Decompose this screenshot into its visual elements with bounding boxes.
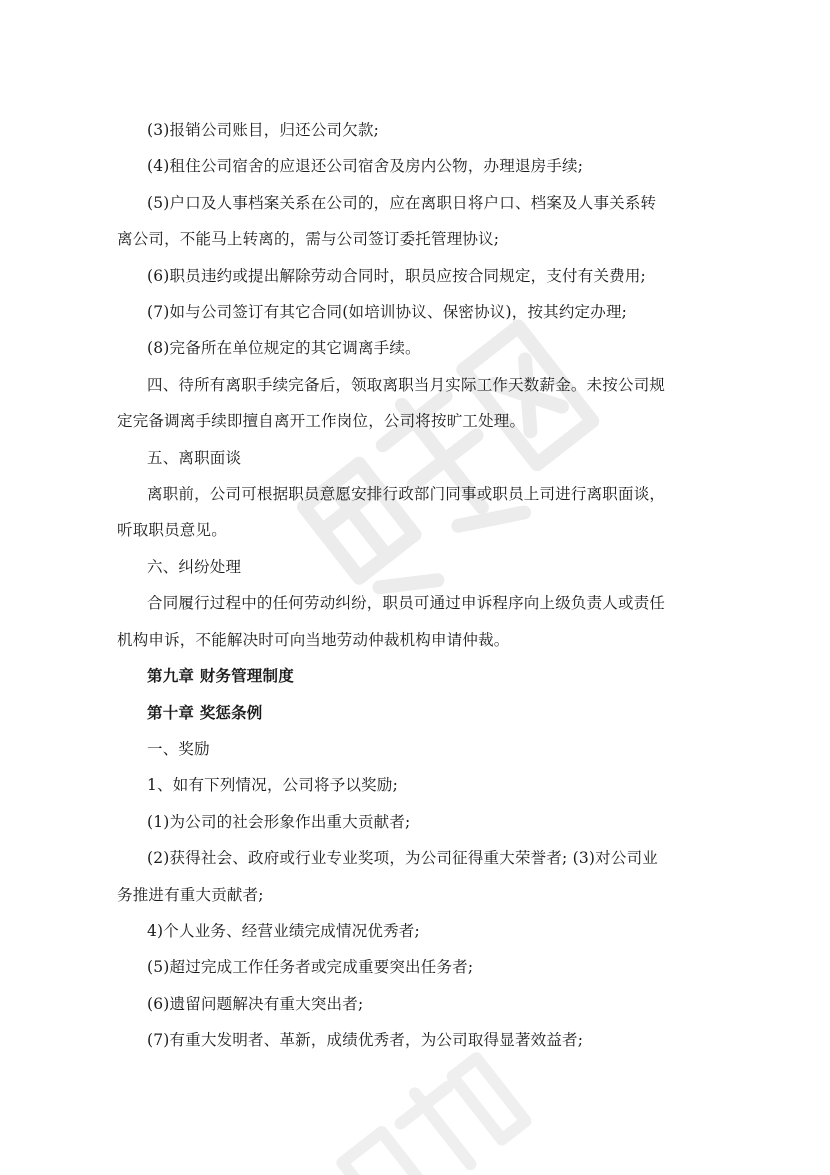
paragraph-line: (7)有重大发明者、革新，成绩优秀者，为公司取得显著效益者; xyxy=(147,1031,584,1050)
paragraph-line: (2)获得社会、政府或行业专业奖项，为公司征得重大荣誉者; (3)对公司业 xyxy=(147,849,658,868)
paragraph-line: (6)遗留问题解决有重大突出者; xyxy=(147,994,364,1013)
paragraph-line: 机构申诉，不能解决时可向当地劳动仲裁机构申请仲裁。 xyxy=(117,630,510,649)
paragraph-line: (4)租住公司宿舍的应退还公司宿舍及房内公物，办理退房手续; xyxy=(147,157,584,176)
paragraph-line: 合同履行过程中的任何劳动纠纷，职员可通过申诉程序向上级负责人或责任 xyxy=(147,594,666,613)
paragraph-line: 1、如有下列情况，公司将予以奖励; xyxy=(147,776,398,795)
chapter-heading: 第九章 财务管理制度 xyxy=(147,666,294,686)
paragraph-line: 离职前，公司可根据职员意愿安排行政部门同事或职员上司进行离职面谈， xyxy=(147,485,666,504)
paragraph-line: (6)职员违约或提出解除劳动合同时，职员应按合同规定，支付有关费用; xyxy=(147,266,646,285)
paragraph-line: 四、待所有离职手续完备后，领取离职当月实际工作天数薪金。未按公司规 xyxy=(147,375,666,394)
paragraph-line: 离公司，不能马上转离的，需与公司签订委托管理协议; xyxy=(117,230,500,249)
paragraph-line: 4)个人业务、经营业绩完成情况优秀者; xyxy=(147,921,420,940)
chapter-heading: 第十章 奖惩条例 xyxy=(147,702,263,722)
paragraph-line: 五、离职面谈 xyxy=(147,448,242,467)
document-body xyxy=(117,112,717,1059)
paragraph-line: 务推进有重大贡献者; xyxy=(117,885,264,904)
paragraph-line: (8)完备所在单位规定的其它调离手续。 xyxy=(147,339,421,358)
paragraph-line: (7)如与公司签订有其它合同(如培训协议、保密协议)，按其约定办理; xyxy=(147,303,628,322)
paragraph-line: (5)户口及人事档案关系在公司的，应在离职日将户口、档案及人事关系转 xyxy=(147,193,657,212)
paragraph-line: (1)为公司的社会形象作出重大贡献者; xyxy=(147,812,411,831)
paragraph-line: 听取职员意见。 xyxy=(117,521,227,540)
paragraph-line: 定完备调离手续即擅自离开工作岗位，公司将按旷工处理。 xyxy=(117,412,526,431)
paragraph-line: 一、奖励 xyxy=(147,739,210,758)
paragraph-line: 六、纠纷处理 xyxy=(147,557,242,576)
paragraph-line: (5)超过完成工作任务者或完成重要突出任务者; xyxy=(147,958,474,977)
paragraph-line: (3)报销公司账目，归还公司欠款; xyxy=(147,121,380,139)
